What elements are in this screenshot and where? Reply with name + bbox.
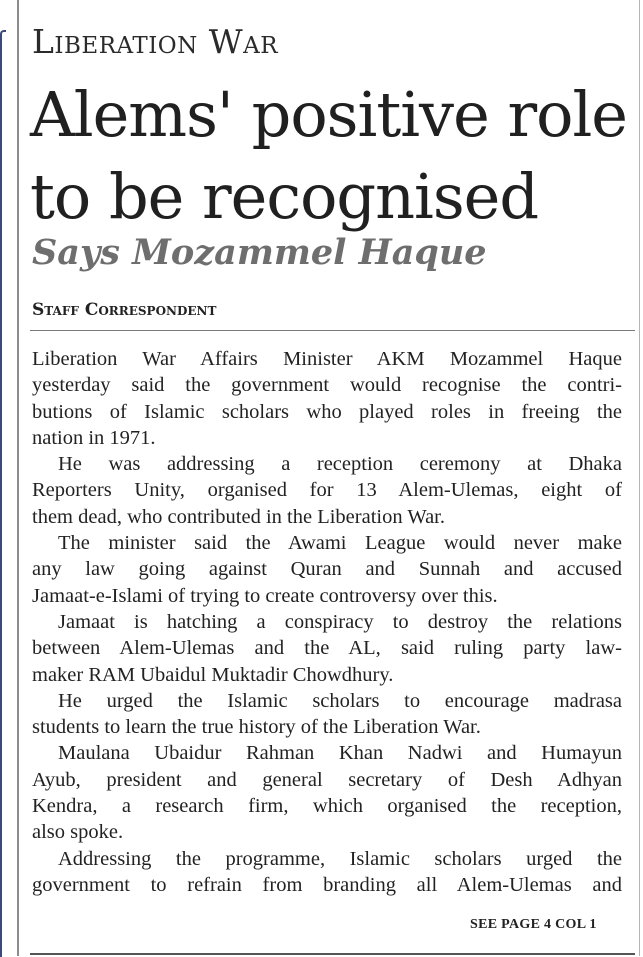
text-line: maker RAM Ubaidul Muktadir Chowdhury.	[32, 663, 394, 686]
text-line: Addressing the programme, Islamic scholars urged the	[58, 847, 622, 870]
text-line: Maulana Ubaidur Rahman Khan Nadwi and Humayun	[58, 742, 622, 765]
paragraph	[32, 346, 622, 451]
text-line: Ayub, president and general secretary of Desh Adhyan	[32, 768, 622, 791]
text-line: Kendra, a research firm, which organised the reception,	[32, 795, 622, 818]
text-line: between Alem-Ulemas and the AL, said ruling party law-	[32, 637, 622, 660]
paragraph	[32, 846, 622, 899]
text-line: also spoke.	[32, 821, 124, 844]
paragraph	[32, 609, 622, 688]
text-line: nation in 1971.	[32, 426, 156, 449]
headline-line-2: to be recognised	[30, 160, 539, 233]
paragraph	[32, 688, 622, 741]
paragraph	[32, 451, 622, 530]
text-line: Reporters Unity, organised for 13 Alem-Ulemas, eight of	[32, 479, 622, 502]
byline-rule	[30, 330, 635, 331]
text-line: Jamaat is hatching a conspiracy to destroy the relations	[58, 610, 622, 633]
text-line: Jamaat-e-Islami of trying to create controversy over this.	[32, 584, 498, 607]
right-divider	[639, 0, 640, 956]
adjacent-column-border	[0, 30, 6, 957]
paragraph	[32, 530, 622, 609]
section-kicker: Liberation War	[32, 22, 279, 61]
text-line: yesterday said the government would recognise the contri-	[32, 374, 622, 397]
text-line: any law going against Quran and Sunnah and accused	[32, 558, 622, 581]
paragraph	[32, 740, 622, 845]
text-line: them dead, who contributed in the Liberation War.	[32, 505, 445, 528]
text-line: He urged the Islamic scholars to encourage madrasa	[58, 689, 622, 712]
text-line: students to learn the true history of the Liberation War.	[32, 716, 481, 739]
subheadline: Says Mozammel Haque	[32, 232, 487, 273]
continued-jump-line: SEE PAGE 4 COL 1	[470, 917, 597, 932]
text-line: Liberation War Affairs Minister AKM Mozammel Haque	[32, 348, 622, 370]
text-line: government to refrain from branding all Alem-Ulemas and	[32, 873, 622, 896]
article-body	[32, 346, 622, 898]
byline: Staff Correspondent	[32, 300, 217, 320]
headline	[30, 74, 635, 238]
headline-line-1: Alems' positive role	[30, 78, 627, 151]
text-line: butions of Islamic scholars who played roles in freeing the	[32, 400, 622, 423]
text-line: The minister said the Awami League would never make	[58, 532, 622, 555]
text-line: He was addressing a reception ceremony at Dhaka	[58, 453, 622, 476]
bottom-rule	[30, 953, 635, 955]
column-divider	[17, 0, 19, 956]
